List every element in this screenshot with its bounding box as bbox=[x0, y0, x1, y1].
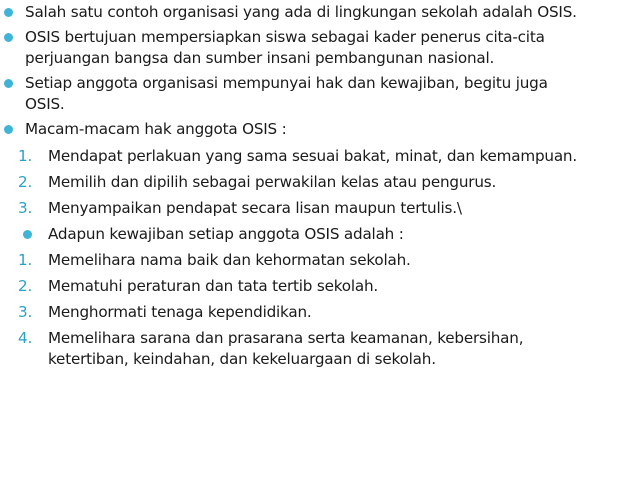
item-text: Menyampaikan pendapat secara lisan maupun tertulis.\ bbox=[48, 199, 462, 217]
bullet-item bbox=[0, 2, 636, 23]
numbered-item bbox=[0, 276, 636, 297]
item-number: 3. bbox=[18, 199, 33, 217]
numbered-item bbox=[0, 302, 636, 323]
item-text: Memelihara nama baik dan kehormatan sekolah. bbox=[48, 251, 411, 269]
item-number: 2. bbox=[18, 277, 33, 295]
bullet-text: OSIS. bbox=[25, 95, 65, 113]
bullet-item bbox=[0, 119, 636, 140]
bullet-text: Setiap anggota organisasi mempunyai hak dan kewajiban, begitu juga bbox=[25, 74, 548, 92]
bullet-dot-icon bbox=[4, 8, 13, 17]
item-text: Memelihara sarana dan prasarana serta keamanan, kebersihan, bbox=[48, 329, 524, 347]
bullet-text: OSIS bertujuan mempersiapkan siswa sebagai kader penerus cita-cita bbox=[25, 28, 545, 46]
item-number: 4. bbox=[18, 329, 33, 347]
bullet-text: Macam-macam hak anggota OSIS : bbox=[25, 120, 287, 138]
slide-content bbox=[0, 2, 636, 370]
item-text: Menghormati tenaga kependidikan. bbox=[48, 303, 312, 321]
bullet-dot-icon bbox=[4, 79, 13, 88]
bullet-dot-icon bbox=[4, 33, 13, 42]
item-text: Memilih dan dipilih sebagai perwakilan kelas atau pengurus. bbox=[48, 173, 497, 191]
item-number: 1. bbox=[18, 251, 33, 269]
bullet-item bbox=[0, 73, 636, 115]
numbered-item bbox=[0, 146, 636, 167]
item-text: Mematuhi peraturan dan tata tertib sekolah. bbox=[48, 277, 379, 295]
bullet-dot-icon bbox=[4, 125, 13, 134]
numbered-item bbox=[0, 328, 636, 370]
numbered-item bbox=[0, 172, 636, 193]
item-text: ketertiban, keindahan, dan kekeluargaan di sekolah. bbox=[48, 350, 436, 368]
item-number: 1. bbox=[18, 147, 33, 165]
bullet-dot-icon bbox=[23, 230, 32, 239]
numbered-item bbox=[0, 250, 636, 271]
bullet-text: Salah satu contoh organisasi yang ada di lingkungan sekolah adalah OSIS. bbox=[25, 3, 577, 21]
bullet-item bbox=[0, 27, 636, 69]
item-number: 3. bbox=[18, 303, 33, 321]
item-number: 2. bbox=[18, 173, 33, 191]
bullet-text: perjuangan bangsa dan sumber insani pembangunan nasional. bbox=[25, 49, 495, 67]
numbered-item bbox=[0, 198, 636, 219]
item-text: Mendapat perlakuan yang sama sesuai bakat, minat, dan kemampuan. bbox=[48, 147, 577, 165]
item-text: Adapun kewajiban setiap anggota OSIS adalah : bbox=[48, 225, 404, 243]
inner-bullet-item bbox=[0, 224, 636, 245]
